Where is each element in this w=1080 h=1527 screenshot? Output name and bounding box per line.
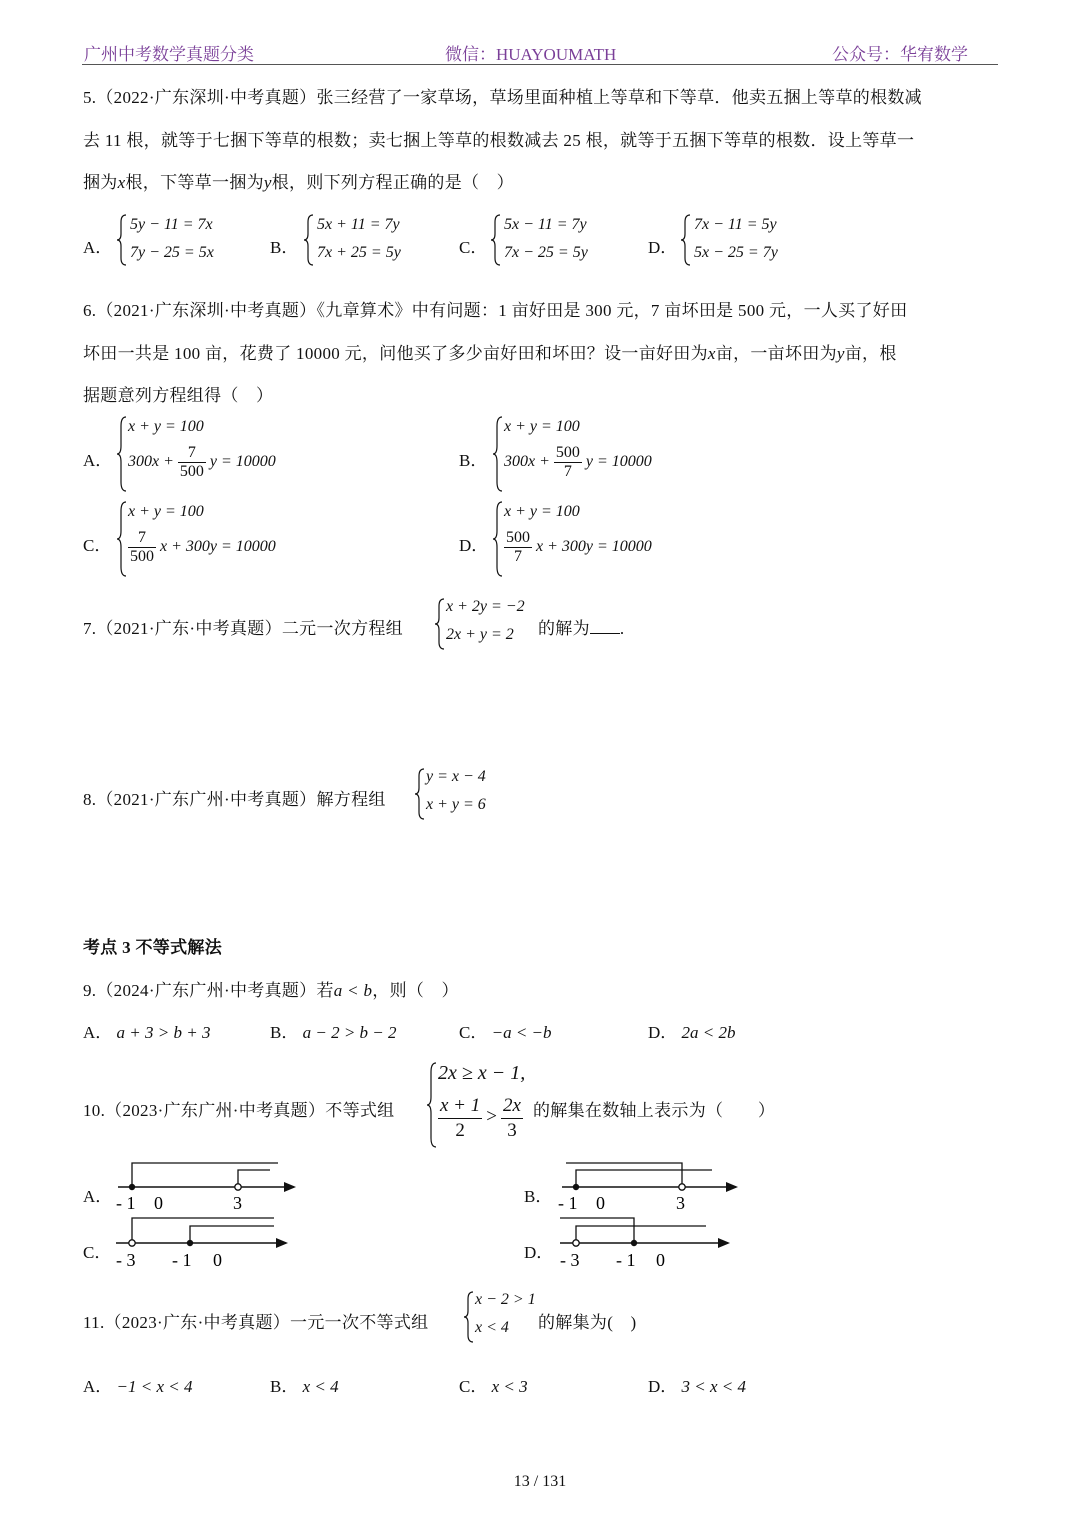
q11-prefix: 11.（2023·广东·中考真题）一元一次不等式组 bbox=[83, 1313, 429, 1332]
q6-option-d-label: D． bbox=[459, 536, 489, 555]
q6-line1: 6.（2021·广东深圳·中考真题）《九章算术》中有问题：1 亩好田是 300 元，7 亩坏田是 500 元，一人买了好田 bbox=[83, 301, 908, 320]
q9-stem: 9.（2024·广东广州·中考真题）若a < b，则（ ） bbox=[83, 981, 459, 1000]
brace-icon bbox=[426, 1060, 438, 1150]
q6-d-eq2: $\frac{500}{7}$ x + 300y = 10000 bbox=[506, 529, 652, 565]
q5-d-eq2: 5x − 25 = 7y bbox=[694, 244, 778, 261]
brace-icon bbox=[116, 212, 128, 268]
q10-option-b-label: B． bbox=[524, 1187, 553, 1206]
q10-option-d-numberline bbox=[554, 1212, 744, 1272]
q7-suffix: 的解为 . bbox=[538, 619, 625, 638]
q10-option-c-label: C． bbox=[83, 1243, 112, 1262]
q8-prefix: 8.（2021·广东广州·中考真题）解方程组 bbox=[83, 790, 386, 809]
q5-option-a-label: A． bbox=[83, 238, 113, 257]
q6-d-eq1: x + y = 100 bbox=[504, 503, 580, 520]
q10-prefix: 10.（2023·广东广州·中考真题）不等式组 bbox=[83, 1101, 395, 1120]
tick-label: - 3 bbox=[116, 1250, 136, 1270]
q11-eq1: x − 2 > 1 bbox=[475, 1291, 536, 1308]
brace-icon bbox=[116, 414, 128, 494]
brace-icon bbox=[463, 1289, 475, 1345]
header-center: 微信：HUAYOUMATH bbox=[445, 45, 617, 64]
q9-option-b: B． a − 2 > b − 2 bbox=[270, 1023, 397, 1042]
q10-eq2: $\frac{x + 1}{2}$ > $\frac{2x}{3}$ bbox=[440, 1095, 521, 1141]
q10-option-a-numberline bbox=[110, 1158, 300, 1216]
q6-b-eq2: 300x + $\frac{500}{7}$ y = 10000 bbox=[504, 444, 652, 480]
q9-option-c: C． −a < −b bbox=[459, 1023, 552, 1042]
brace-icon bbox=[680, 212, 692, 268]
q5-line3: 捆为x根，下等草一捆为y根，则下列方程正确的是（ ） bbox=[83, 173, 514, 192]
brace-icon bbox=[490, 212, 502, 268]
q7-eq1: x + 2y = −2 bbox=[446, 598, 525, 615]
q11-option-b: B． x < 4 bbox=[270, 1377, 339, 1396]
q8-eq2: x + y = 6 bbox=[426, 796, 486, 813]
q11-option-c: C． x < 3 bbox=[459, 1377, 528, 1396]
tick-label: 0 bbox=[656, 1250, 665, 1270]
q10-eq1: 2x ≥ x − 1, bbox=[438, 1062, 526, 1084]
q11-option-a: A． −1 < x < 4 bbox=[83, 1377, 193, 1396]
answer-blank[interactable] bbox=[590, 619, 620, 634]
q10-option-c-numberline bbox=[110, 1212, 300, 1272]
brace-icon bbox=[492, 414, 504, 494]
q5-b-eq1: 5x + 11 = 7y bbox=[317, 216, 400, 233]
q11-option-d: D． 3 < x < 4 bbox=[648, 1377, 747, 1396]
tick-label: - 1 bbox=[558, 1193, 578, 1213]
q10-option-a-label: A． bbox=[83, 1187, 113, 1206]
q6-a-eq2: 300x + $\frac{7}{500}$ y = 10000 bbox=[128, 444, 276, 480]
q8-eq1: y = x − 4 bbox=[426, 768, 486, 785]
brace-icon bbox=[116, 499, 128, 579]
q5-b-eq2: 7x + 25 = 5y bbox=[317, 244, 401, 261]
header-right: 公众号：华宥数学 bbox=[832, 45, 968, 64]
brace-icon bbox=[492, 499, 504, 579]
header-rule bbox=[82, 64, 998, 65]
tick-label: 0 bbox=[596, 1193, 605, 1213]
q6-c-eq2: $\frac{7}{500}$ x + 300y = 10000 bbox=[130, 529, 276, 565]
q5-c-eq2: 7x − 25 = 5y bbox=[504, 244, 588, 261]
tick-label: 0 bbox=[213, 1250, 222, 1270]
tick-label: 3 bbox=[676, 1193, 685, 1213]
q5-option-c-label: C． bbox=[459, 238, 488, 257]
q6-line3: 据题意列方程组得（ ） bbox=[83, 386, 274, 405]
q6-option-c-label: C． bbox=[83, 536, 112, 555]
q5-line1: 5.（2022·广东深圳·中考真题）张三经营了一家草场，草场里面种植上等草和下等草．他卖五捆上等草的根数减 bbox=[83, 88, 922, 107]
q7-eq2: 2x + y = 2 bbox=[446, 626, 514, 643]
q9-option-a: A． a + 3 > b + 3 bbox=[83, 1023, 211, 1042]
q5-option-b-label: B． bbox=[270, 238, 299, 257]
q5-a-eq1: 5y − 11 = 7x bbox=[130, 216, 213, 233]
q6-c-eq1: x + y = 100 bbox=[128, 503, 204, 520]
q10-option-b-numberline bbox=[554, 1158, 744, 1216]
section-title: 考点 3 不等式解法 bbox=[83, 938, 222, 957]
q6-b-eq1: x + y = 100 bbox=[504, 418, 580, 435]
q6-line2: 坏田一共是 100 亩，花费了 10000 元，问他买了多少亩好田和坏田？设一亩好田为x亩，一亩坏田为y亩，根 bbox=[83, 344, 897, 363]
tick-label: - 3 bbox=[560, 1250, 580, 1270]
page-number: 13 / 131 bbox=[513, 1473, 567, 1490]
tick-label: 3 bbox=[233, 1193, 242, 1213]
q10-suffix: 的解集在数轴上表示为（ ） bbox=[533, 1101, 776, 1120]
brace-icon bbox=[414, 766, 426, 822]
q11-eq2: x < 4 bbox=[475, 1319, 509, 1336]
q5-line2: 去 11 根，就等于七捆下等草的根数；卖七捆上等草的根数减去 25 根，就等于五捆下等草的根数．设上等草一 bbox=[83, 131, 915, 150]
q5-a-eq2: 7y − 25 = 5x bbox=[130, 244, 214, 261]
brace-icon bbox=[303, 212, 315, 268]
q6-a-eq1: x + y = 100 bbox=[128, 418, 204, 435]
brace-icon bbox=[434, 596, 446, 652]
tick-label: 0 bbox=[154, 1193, 163, 1213]
q5-c-eq1: 5x − 11 = 7y bbox=[504, 216, 587, 233]
header-left: 广州中考数学真题分类 bbox=[84, 45, 254, 64]
tick-label: - 1 bbox=[172, 1250, 192, 1270]
tick-label: - 1 bbox=[616, 1250, 636, 1270]
q6-option-a-label: A． bbox=[83, 451, 113, 470]
q6-option-b-label: B． bbox=[459, 451, 488, 470]
q5-d-eq1: 7x − 11 = 5y bbox=[694, 216, 777, 233]
q9-option-d: D． 2a < 2b bbox=[648, 1023, 736, 1042]
tick-label: - 1 bbox=[116, 1193, 136, 1213]
q11-suffix: 的解集为( ) bbox=[538, 1313, 637, 1332]
q5-option-d-label: D． bbox=[648, 238, 678, 257]
q10-option-d-label: D． bbox=[524, 1243, 554, 1262]
q7-prefix: 7.（2021·广东·中考真题）二元一次方程组 bbox=[83, 619, 403, 638]
